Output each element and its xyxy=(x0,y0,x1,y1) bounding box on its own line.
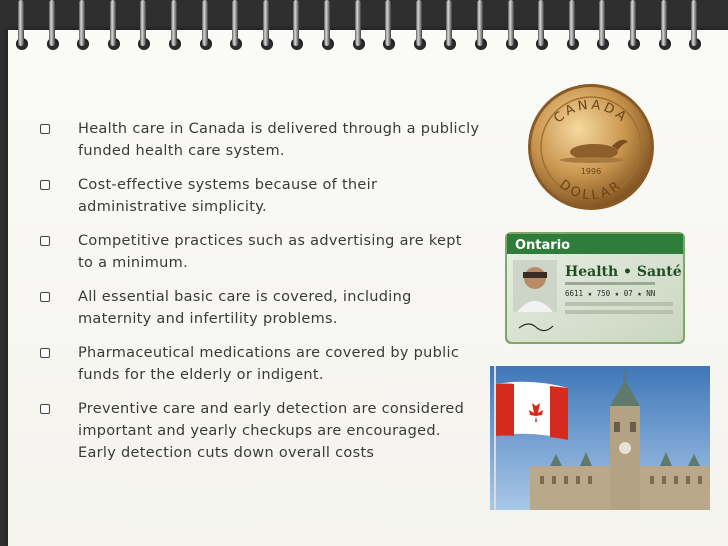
checkbox-bullet-icon xyxy=(40,348,50,358)
bullet-item xyxy=(40,342,480,386)
card-title: Health • Santé xyxy=(565,264,682,280)
spiral-ring-icon xyxy=(200,0,210,46)
spiral-ring-icon xyxy=(689,0,699,46)
bullet-item xyxy=(40,286,480,330)
bullet-text: Competitive practices such as advertising are kept to a minimum. xyxy=(78,233,462,271)
checkbox-bullet-icon xyxy=(40,180,50,190)
spiral-ring-icon xyxy=(444,0,454,46)
spiral-binding xyxy=(0,0,728,60)
coin-top-text: CANADA xyxy=(551,97,631,127)
spiral-ring-icon xyxy=(628,0,638,46)
ontario-health-card-image xyxy=(505,232,685,344)
spiral-ring-icon xyxy=(506,0,516,46)
checkbox-bullet-icon xyxy=(40,404,50,414)
spiral-ring-icon xyxy=(230,0,240,46)
bullet-list xyxy=(40,118,480,464)
bullet-item xyxy=(40,118,480,162)
bullet-text: Cost-effective systems because of their administrative simplicity. xyxy=(78,177,378,215)
spiral-ring-icon xyxy=(567,0,577,46)
checkbox-bullet-icon xyxy=(40,292,50,302)
card-province: Ontario xyxy=(515,238,571,253)
checkbox-bullet-icon xyxy=(40,236,50,246)
spiral-ring-icon xyxy=(659,0,669,46)
spiral-ring-icon xyxy=(291,0,301,46)
bullet-text: Pharmaceutical medications are covered by public funds for the elderly or indigent. xyxy=(78,345,460,383)
canadian-dollar-coin-image xyxy=(526,82,656,212)
bullet-text: Health care in Canada is delivered through a publicly funded health care system. xyxy=(78,121,480,159)
card-number: 6611 ★ 750 ★ 07 ★ NN xyxy=(565,289,656,298)
spiral-ring-icon xyxy=(169,0,179,46)
spiral-ring-icon xyxy=(322,0,332,46)
parliament-flag-image xyxy=(490,366,710,510)
spiral-ring-icon xyxy=(77,0,87,46)
spiral-ring-icon xyxy=(414,0,424,46)
coin-year: 1996 xyxy=(580,167,602,176)
spiral-ring-icon xyxy=(138,0,148,46)
coin-bottom-text: DOLLAR xyxy=(556,177,626,204)
spiral-ring-icon xyxy=(108,0,118,46)
spiral-ring-icon xyxy=(261,0,271,46)
spiral-ring-icon xyxy=(536,0,546,46)
spiral-ring-icon xyxy=(16,0,26,46)
spiral-ring-icon xyxy=(597,0,607,46)
bullet-text: All essential basic care is covered, including maternity and infertility problems. xyxy=(78,289,412,327)
bullet-item xyxy=(40,230,480,274)
spiral-ring-icon xyxy=(383,0,393,46)
bullet-item xyxy=(40,398,480,464)
bullet-item xyxy=(40,174,480,218)
spiral-ring-icon xyxy=(475,0,485,46)
checkbox-bullet-icon xyxy=(40,124,50,134)
spiral-ring-icon xyxy=(47,0,57,46)
spiral-ring-icon xyxy=(353,0,363,46)
bullet-text: Preventive care and early detection are considered important and yearly checkups are encouraged. Early detection cuts down overall costs xyxy=(78,401,465,461)
